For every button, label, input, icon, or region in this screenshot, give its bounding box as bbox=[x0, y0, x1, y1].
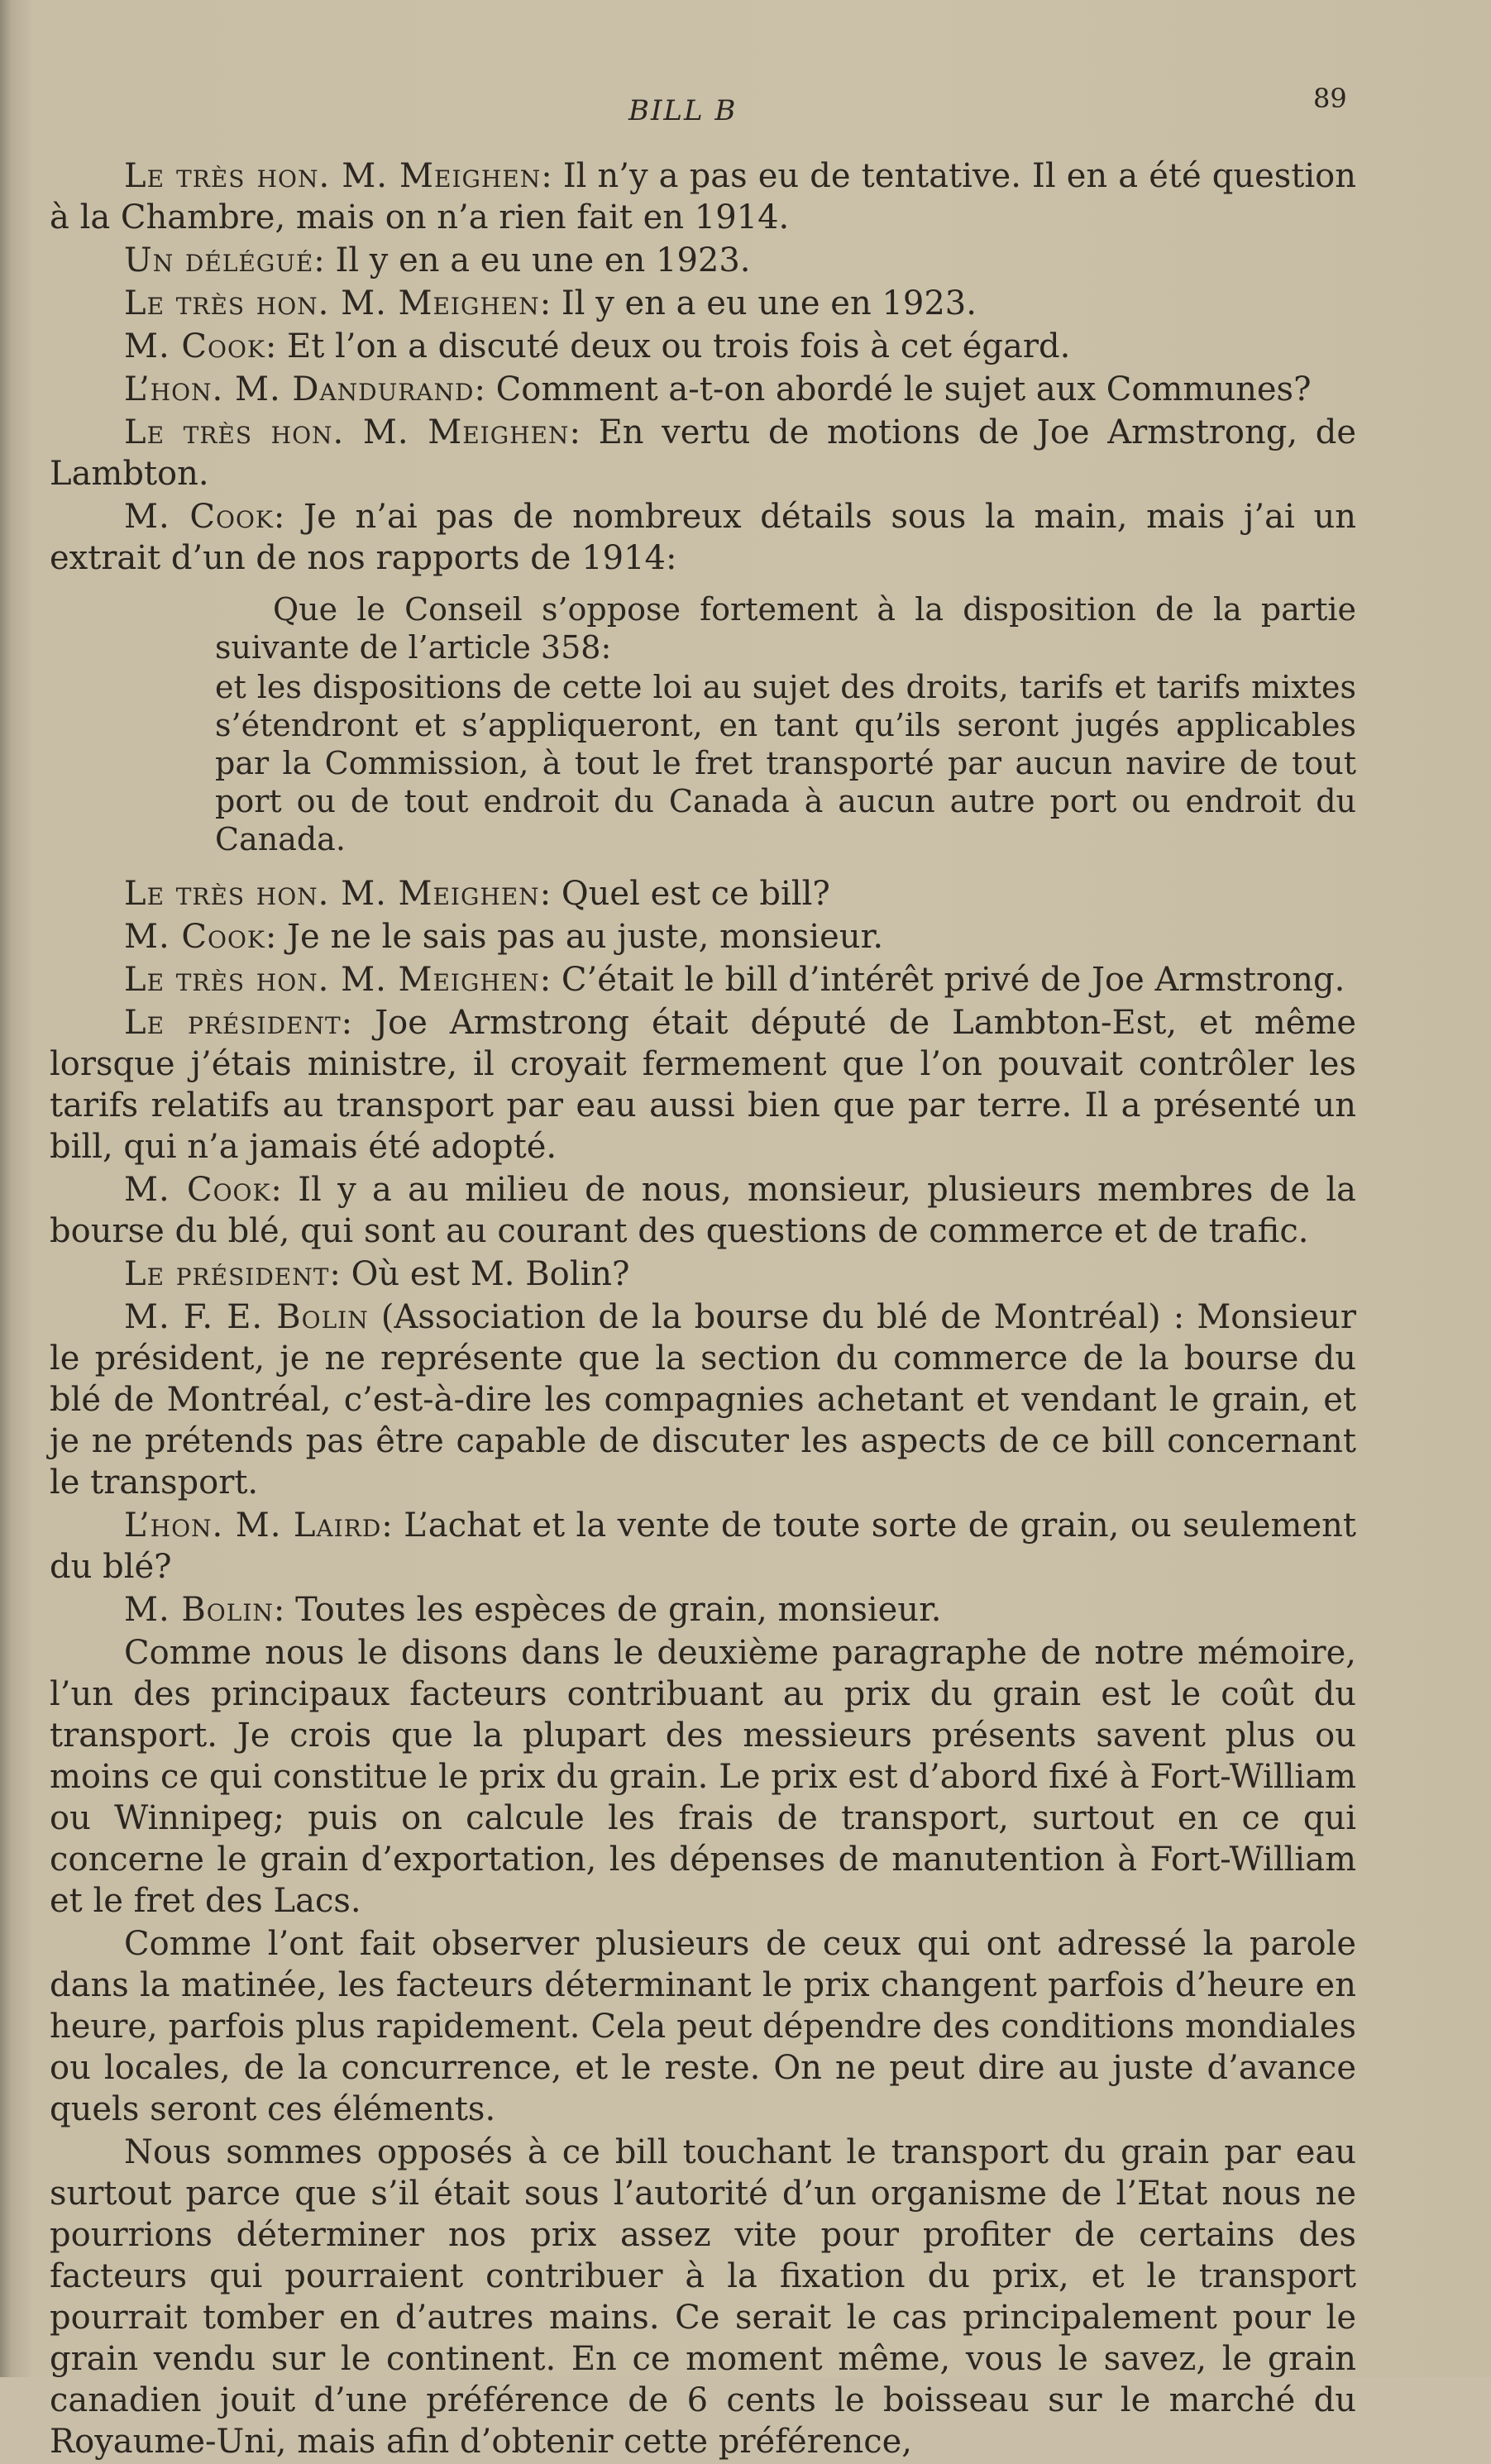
paragraph-text: : Il y a au milieu de nous, monsieur, plusieurs membres de la bourse du blé, qui sont au courant des questions de commerce et de trafic. bbox=[50, 1171, 1356, 1250]
paragraph bbox=[50, 496, 1356, 579]
paragraph-text: : C’était le bill d’intérêt privé de Joe Armstrong. bbox=[539, 961, 1345, 999]
quote-line-1: Que le Conseil s’oppose fortement à la disposition de la partie suivante de l’article 358: bbox=[215, 591, 1356, 666]
speaker-name: Le très hon. M. Meighen bbox=[124, 284, 540, 322]
paragraph-text: Nous sommes opposés à ce bill touchant le transport du grain par eau surtout parce que s’il était sous l’autorité d’un organisme de l’Etat nous ne pourrions déterminer nos prix assez vite pour profiter de certains des facteurs qui pourraient contribuer à la fixation du prix, et le transport pourrait tomber en d’autres mains. Ce serait le cas principalement pour le grain vendu sur le continent. En ce moment même, vous le savez, le grain canadien jouit d’une préférence de 6 cents le boisseau sur le marché du Royaume-Uni, mais afin d’obtenir cette préférence, bbox=[50, 2133, 1356, 2461]
paragraph-text: : Il y en a eu une en 1923. bbox=[313, 241, 751, 279]
paragraph bbox=[50, 873, 1356, 914]
dialogue-block-1 bbox=[50, 155, 1356, 579]
paragraph bbox=[50, 1589, 1356, 1631]
paragraph-text: : Il n’y a pas eu de tentative. Il en a été question à la Chambre, mais on n’a rien fait en 1914. bbox=[50, 157, 1356, 236]
paragraph bbox=[50, 2132, 1356, 2462]
paragraph bbox=[50, 1505, 1356, 1588]
paragraph bbox=[50, 412, 1356, 494]
paragraph bbox=[50, 326, 1356, 367]
paragraph bbox=[50, 283, 1356, 324]
speaker-name: M. Cook bbox=[124, 498, 274, 536]
paragraph bbox=[50, 959, 1356, 1000]
quoted-passage bbox=[215, 590, 1356, 858]
speaker-name: M. Cook bbox=[124, 918, 265, 956]
paragraph bbox=[50, 1169, 1356, 1252]
paragraph-text: : Je n’ai pas de nombreux détails sous la main, mais j’ai un extrait d’un de nos rapports de 1914: bbox=[50, 498, 1356, 577]
speaker-name: L’hon. M. Laird bbox=[124, 1507, 382, 1545]
paragraph-text: : Toutes les espèces de grain, monsieur. bbox=[273, 1591, 942, 1629]
paragraph bbox=[50, 1632, 1356, 1922]
speaker-name: L’hon. M. Dandurand bbox=[124, 370, 475, 408]
paragraph-text: : L’achat et la vente de toute sorte de grain, ou seulement du blé? bbox=[50, 1507, 1356, 1586]
paragraph bbox=[50, 916, 1356, 957]
page-body bbox=[50, 155, 1356, 2464]
paragraph bbox=[50, 369, 1356, 410]
paragraph-text: : Je ne le sais pas au juste, monsieur. bbox=[265, 918, 884, 956]
page-number: 89 bbox=[1313, 83, 1347, 114]
paragraph-text: : Où est M. Bolin? bbox=[329, 1255, 630, 1293]
speaker-name: Le très hon. M. Meighen bbox=[124, 157, 542, 195]
paragraph-text: : Joe Armstrong était député de Lambton-Est, et même lorsque j’étais ministre, il croyait fermement que l’on pouvait contrôler les tarifs relatifs au transport par eau aussi bien que par terre. Il a présenté un bill, qui n’a jamais été adopté. bbox=[50, 1004, 1356, 1166]
speaker-name: Le président bbox=[124, 1255, 330, 1293]
paragraph bbox=[50, 155, 1356, 238]
speaker-name: M. F. E. Bolin bbox=[124, 1298, 369, 1336]
speaker-name: Un délégué bbox=[124, 241, 314, 279]
paragraph-text: : Et l’on a discuté deux ou trois fois à cet égard. bbox=[265, 327, 1071, 365]
paragraph-text: : Quel est ce bill? bbox=[539, 875, 830, 913]
speaker-name: M. Cook bbox=[124, 327, 265, 365]
paragraph bbox=[50, 1253, 1356, 1295]
speaker-name: M. Bolin bbox=[124, 1591, 274, 1629]
running-title: BILL B bbox=[628, 94, 738, 127]
speaker-name: Le très hon. M. Meighen bbox=[124, 875, 540, 913]
paragraph-text: Comme nous le disons dans le deuxième paragraphe de notre mémoire, l’un des principaux facteurs contribuant au prix du grain est le coût du transport. Je crois que la plupart des messieurs présents savent plus ou moins ce qui constitue le prix du grain. Le prix est d’abord fixé à Fort-William ou Winnipeg; puis on calcule les frais de transport, surtout en ce qui concerne le grain d’exportation, les dépenses de manutention à Fort-William et le fret des Lacs. bbox=[50, 1634, 1356, 1920]
quote-line-2: et les dispositions de cette loi au sujet des droits, tarifs et tarifs mixtes s’étendront et s’appliqueront, en tant qu’ils seront jugés applicables par la Commission, à tout le fret transporté par aucun navire de tout port ou de tout endroit du Canada à aucun autre port ou endroit du Canada. bbox=[215, 669, 1356, 857]
paragraph-text: : Comment a-t-on abordé le sujet aux Communes? bbox=[474, 370, 1312, 408]
paragraph bbox=[50, 1923, 1356, 2130]
speaker-name: Le très hon. M. Meighen bbox=[124, 961, 540, 999]
paragraph-text: : En vertu de motions de Joe Armstrong, de Lambton. bbox=[50, 413, 1357, 493]
paragraph-text: Comme l’ont fait observer plusieurs de ceux qui ont adressé la parole dans la matinée, les facteurs déterminant le prix changent parfois d’heure en heure, parfois plus rapidement. Cela peut dépendre des conditions mondiales ou locales, de la concurrence, et le reste. On ne peut dire au juste d’avance quels seront ces éléments. bbox=[50, 1925, 1356, 2128]
speaker-name: Le président bbox=[124, 1004, 342, 1042]
speaker-name: Le très hon. M. Meighen bbox=[124, 413, 570, 451]
paragraph bbox=[50, 1296, 1356, 1503]
paragraph-text: (Association de la bourse du blé de Montréal) : Monsieur le président, je ne représente que la section du commerce de la bourse du blé de Montréal, c’est-à-dire les compagnies achetant et vendant le grain, et je ne prétends pas être capable de discuter les aspects de ce bill concernant le transport. bbox=[50, 1298, 1356, 1502]
dialogue-block-2 bbox=[50, 873, 1356, 2462]
page-header bbox=[0, 83, 1491, 132]
paragraph bbox=[50, 240, 1356, 281]
paragraph bbox=[50, 1002, 1356, 1168]
speaker-name: M. Cook bbox=[124, 1171, 271, 1209]
paragraph-text: : Il y en a eu une en 1923. bbox=[539, 284, 977, 322]
